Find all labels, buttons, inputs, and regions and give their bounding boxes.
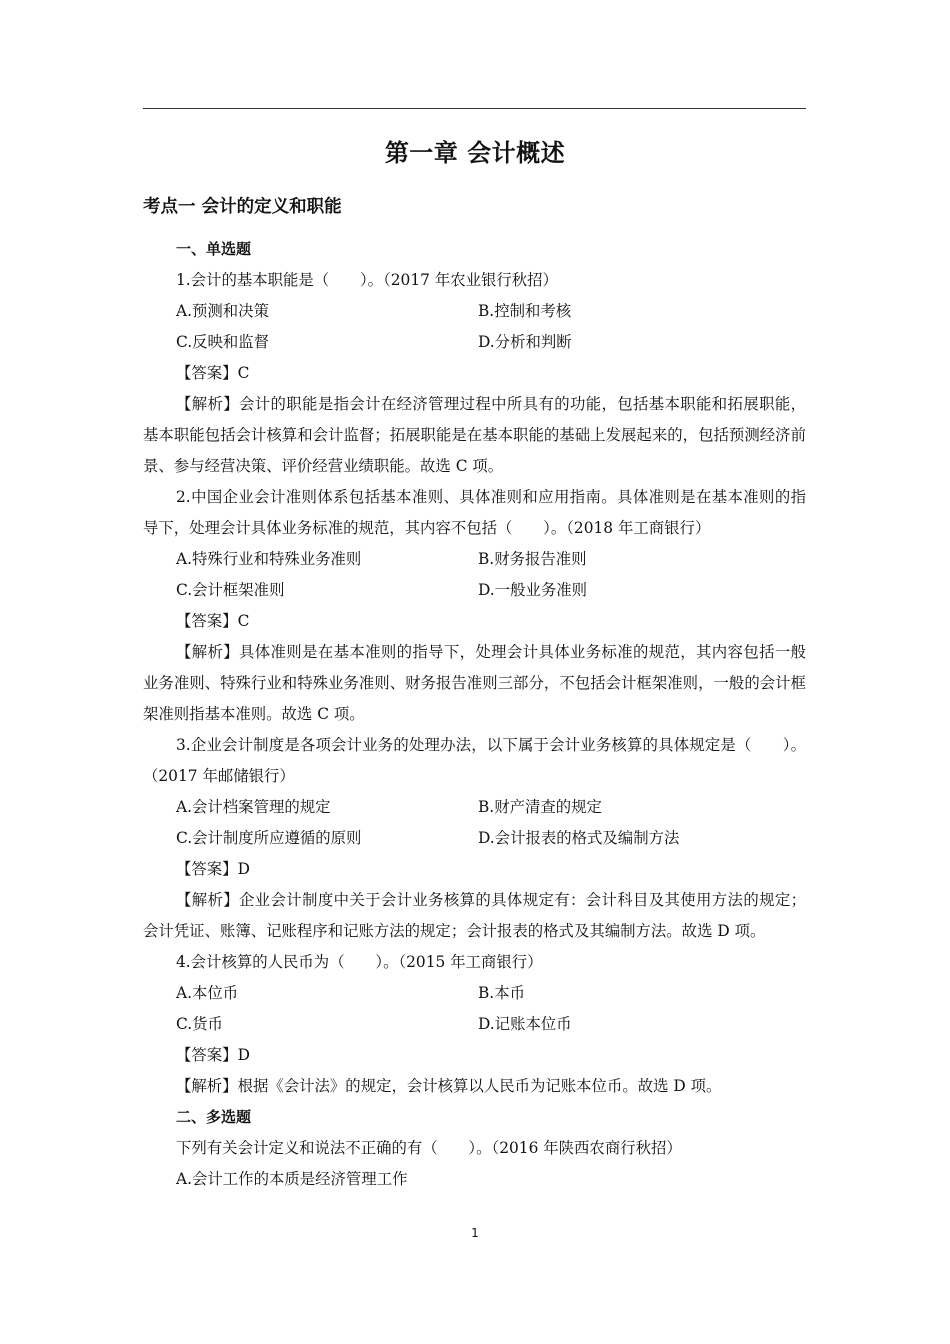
question-1-option-a: A.预测和决策 — [176, 302, 269, 320]
question-1-analysis: 【解析】会计的职能是指会计在经济管理过程中所具有的功能，包括基本职能和拓展职能，基本职能包括会计核算和会计监督；拓展职能是在基本职能的基础上发展起来的，包括预测经济前景、参与经营决策、评价经营业绩职能。故选 C 项。 — [143, 395, 806, 475]
question-3-answer: 【答案】D — [176, 860, 250, 878]
question-3-stem: 3.企业会计制度是各项会计业务的处理办法，以下属于会计业务核算的具体规定是（ ）。（2017 年邮储银行） — [143, 736, 806, 785]
section-heading-multiple-choice: 二、多选题 — [176, 1108, 252, 1126]
question-3-options-row-1 — [143, 792, 806, 823]
question-1-option-c: C.反映和监督 — [176, 333, 270, 351]
question-4-option-c: C.货币 — [176, 1015, 223, 1033]
question-1-stem: 1.会计的基本职能是（ ）。（2017 年农业银行秋招） — [176, 271, 558, 289]
question-4-answer: 【答案】D — [176, 1046, 250, 1064]
question-1-option-d: D.分析和判断 — [478, 333, 572, 351]
topic-title: 考点一 会计的定义和职能 — [143, 197, 342, 217]
question-3-analysis: 【解析】企业会计制度中关于会计业务核算的具体规定有：会计科目及其使用方法的规定；会计凭证、账簿、记账程序和记账方法的规定；会计报表的格式及其编制方法。故选 D 项。 — [143, 891, 806, 940]
question-1-answer: 【答案】C — [176, 364, 250, 382]
question-2-option-d: D.一般业务准则 — [478, 581, 588, 599]
multi-question-1-option-a: A.会计工作的本质是经济管理工作 — [176, 1170, 408, 1188]
question-1-options-row-1 — [143, 296, 806, 327]
question-2-option-c: C.会计框架准则 — [176, 581, 285, 599]
question-3-option-a: A.会计档案管理的规定 — [176, 798, 331, 816]
section-heading-single-choice: 一、单选题 — [176, 240, 252, 258]
page-number: 1 — [471, 1226, 479, 1240]
multi-question-1-stem: 下列有关会计定义和说法不正确的有（ ）。（2016 年陕西农商行秋招） — [176, 1139, 682, 1157]
question-2-analysis: 【解析】具体准则是在基本准则的指导下，处理会计具体业务标准的规范，其内容包括一般业务准则、特殊行业和特殊业务准则、财务报告准则三部分，不包括会计框架准则，一般的会计框架准则指基本准则。故选 C 项。 — [143, 643, 806, 723]
header-rule — [143, 108, 806, 109]
question-2-option-b: B.财务报告准则 — [478, 550, 587, 568]
question-4-option-b: B.本币 — [478, 984, 525, 1002]
question-2-options-row-2 — [143, 575, 806, 606]
document-content — [143, 192, 806, 1195]
question-4-option-a: A.本位币 — [176, 984, 239, 1002]
question-2-options-row-1 — [143, 544, 806, 575]
question-1-options-row-2 — [143, 327, 806, 358]
question-4-stem: 4.会计核算的人民币为（ ）。（2015 年工商银行） — [176, 953, 543, 971]
question-2-option-a: A.特殊行业和特殊业务准则 — [176, 550, 362, 568]
question-1-option-b: B.控制和考核 — [478, 302, 572, 320]
question-3-option-d: D.会计报表的格式及编制方法 — [478, 829, 680, 847]
question-3-option-c: C.会计制度所应遵循的原则 — [176, 829, 362, 847]
question-2-answer: 【答案】C — [176, 612, 250, 630]
question-4-analysis: 【解析】根据《会计法》的规定，会计核算以人民币为记账本位币。故选 D 项。 — [176, 1077, 722, 1095]
question-2-stem: 2.中国企业会计准则体系包括基本准则、具体准则和应用指南。具体准则是在基本准则的指导下，处理会计具体业务标准的规范，其内容不包括（ ）。（2018 年工商银行） — [143, 488, 806, 537]
question-3-options-row-2 — [143, 823, 806, 854]
question-4-options-row-1 — [143, 978, 806, 1009]
question-4-options-row-2 — [143, 1009, 806, 1040]
chapter-title: 第一章 会计概述 — [384, 139, 566, 167]
question-4-option-d: D.记账本位币 — [478, 1015, 572, 1033]
question-3-option-b: B.财产清查的规定 — [478, 798, 602, 816]
